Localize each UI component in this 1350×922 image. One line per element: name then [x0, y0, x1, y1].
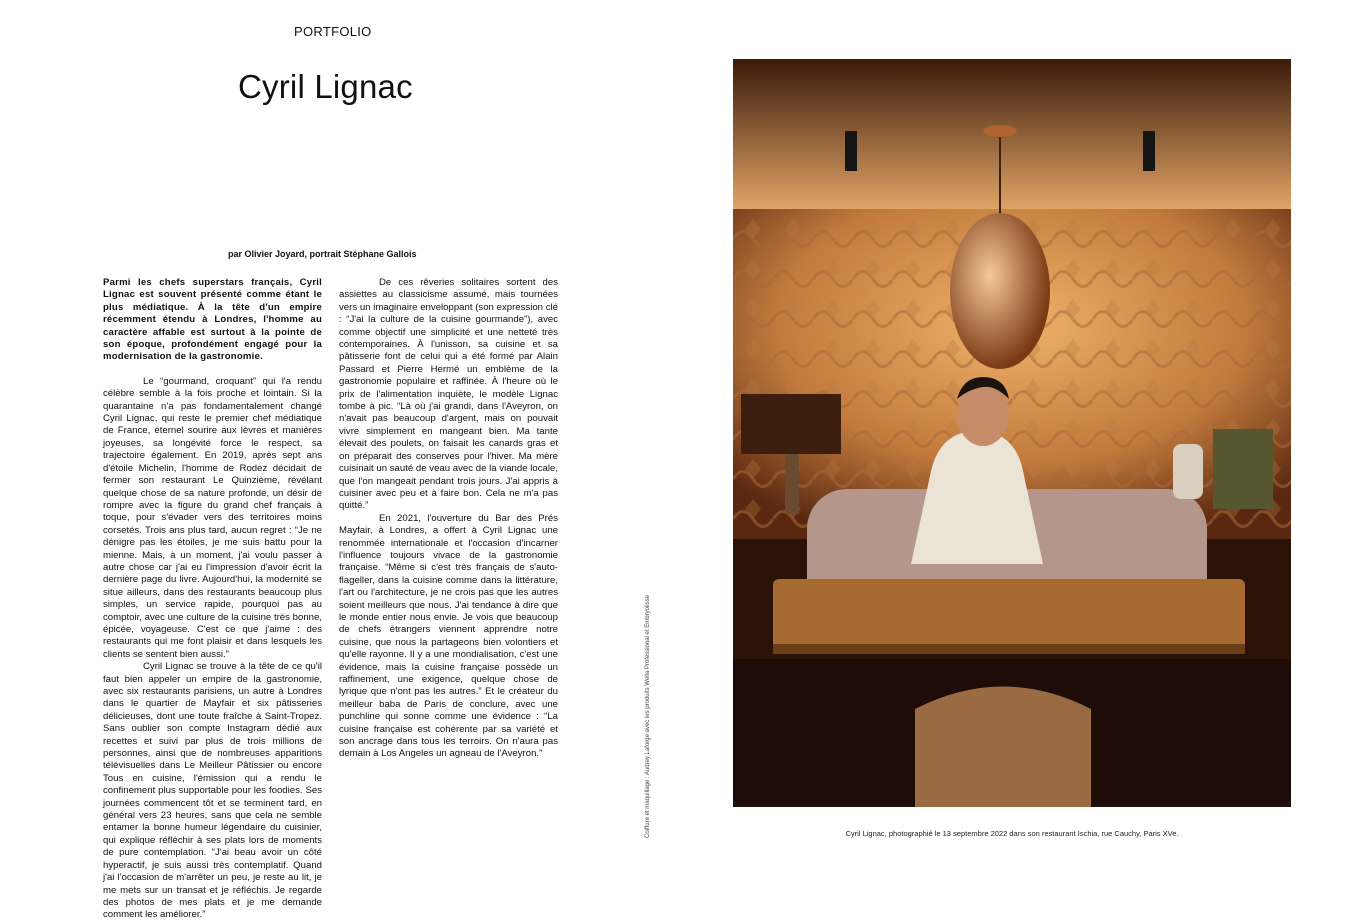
lead-paragraph: Parmi les chefs superstars français, Cyril Lignac est souvent présenté comme étant le plus médiatique. À la tête d'un empire récemment étendu à Londres, l'homme au caractère affable est surtout à la pointe de son époque, profondément engagé pour la modernisation de la gastronomie.: [103, 277, 322, 363]
portrait-photo: [733, 59, 1291, 807]
body-paragraph-2: Cyril Lignac se trouve à la tête de ce qu'il faut bien appeler un empire de la gastronomie, avec six restaurants parisiens, un autre à Londres dans le quartier de Mayfair et six pâtisseries délicieuses, dont une toute fraîche à Saint-Tropez. Sans oublier son compte Instagram dédié aux recettes et suivi par plus de trois millions de personnes, ainsi que de nombreuses apparitions télévisuelles dans Le Meilleur Pâtissier ou encore Tous en cuisine, l'émission qui a rendu le confinement plus supportable pour les foodies. Ses journées commencent tôt et se terminent tard, en général vers 23 heures, sans que cela ne semble entamer la bonne humeur légendaire du cuisinier, qui explique réfléchir à ses plats lors de moments de pure contemplation. “J'ai beau avoir un côté hyperactif, je suis aussi très contemplatif. Quand j'ai l'occasion de m'arrêter un peu, je reste au lit, je me mets sur un transat et je réfléchis. Je regarde des photos de mes plats et je me demande comment les améliorer.”: [103, 661, 322, 921]
text-column-left: [103, 277, 322, 922]
photo-credit: Coiffure et maquillage : Audrey Laforge avec les produits Wella Professional et Embryolisse: [645, 595, 651, 838]
body-paragraph-1: Le “gourmand, croquant” qui l'a rendu célèbre semble à la fois proche et lointain. Si la quarantaine n'a pas fondamentalement changé Cyril Lignac, qui reste le premier chef médiatique de France, éternel sourire aux lèvres et manières joyeuses, sa longévité force le respect, sa trajectoire également. En 2019, après sept ans d'étoile Michelin, l'homme de Rodez décidait de fermer son restaurant Le Quinzième, révélant quelque chose de sa nature profonde, un désir de rompre avec la figure du grand chef français à toque, pour s'évader vers des territoires moins corsetés. Trois ans plus tard, aucun regret : “Je ne dénigre pas les étoiles, je me suis battu pour la mienne. Mais, à un moment, j'ai voulu passer à autre chose car j'ai eu l'impression d'avoir écrit la dernière page du livre. Aujourd'hui, la modernité se situe ailleurs, dans des restaurants beaucoup plus simples, un service rapide, pourquoi pas au comptoir, avec une culture de la cuisine très bonne, épicée, voyageuse. C'est ce que j'aime : des restaurants qui me font plaisir et dans lesquels les clients se sentent bien aussi.”: [103, 375, 322, 660]
text-column-right: [339, 277, 558, 761]
body-paragraph-4: En 2021, l'ouverture du Bar des Prés Mayfair, à Londres, a offert à Cyril Lignac une renommée internationale et l'occasion d'incarner l'influence toujours vivace de la gastronomie française. “Même si c'est très français de s'auto-flageller, dans la cuisine comme dans la littérature, l'art ou l'architecture, je ne crois pas que les autres soient meilleurs que nous. J'ai tendance à dire que le monde entier nous envie. Je vois que beaucoup de chefs étrangers viennent apprendre notre cuisine, que nous la partageons bien volontiers et qu'elle rayonne. Il y a une mondialisation, c'est une évidence, mais la cuisine française possède un raffinement, une exigence, quelque chose de lyrique que n'ont pas les autres.” Et le créateur du meilleur baba de Paris de conclure, avec une punchline qui sonne comme une évidence : “La cuisine française est cohérente par sa variété et son ancrage dans tous les terroirs. On n'aura pas demain à Los Angeles un agneau de l'Aveyron.”: [339, 512, 558, 760]
photo-caption: Cyril Lignac, photographié le 13 septembre 2022 dans son restaurant Ischia, rue Cauchy, Paris XVe.: [845, 829, 1179, 838]
article-title: Cyril Lignac: [238, 68, 413, 105]
body-paragraph-3: De ces rêveries solitaires sortent des assiettes au classicisme assumé, mais tournées vers un imaginaire enveloppant (son expression clé : “J'ai la culture de la cuisine gourmande”), avec comme objectif une simplicité et une netteté très contemporaines. À l'unisson, sa cuisine et sa pâtisserie font de celui qui a été formé par Alain Passard et Pierre Hermé un emblème de la gastronomie populaire et raffinée. À l'heure où le prix de l'alimentation inquiète, le modèle Lignac tombe à pic. “Là où j'ai grandi, dans l'Aveyron, on n'avait pas beaucoup d'argent, mais on pouvait vivre simplement en mangeant bien. Ma tante élevait des poulets, on faisait les canards gras et on préparait des conserves pour l'hiver. Ma mère cuisinait un sauté de veau avec de la viande locale, que l'on mangeait pendant trois jours. J'ai appris à cuisiner avec peu et à faire bon. Cela ne m'a pas quitté.”: [339, 277, 558, 512]
section-label: PORTFOLIO: [294, 24, 372, 39]
byline: par Olivier Joyard, portrait Stéphane Gallois: [228, 249, 417, 259]
